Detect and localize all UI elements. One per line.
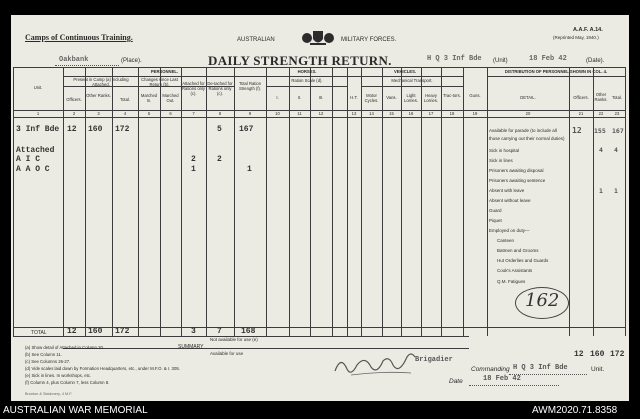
printer-imprint: Brunton & Stationery, 4 M.F.	[25, 392, 73, 396]
aic-attached: 2	[191, 155, 196, 164]
signature-unit: H Q 3 Inf Bde	[513, 364, 568, 372]
col-number: 5	[147, 111, 151, 116]
total-attached: 3	[191, 327, 196, 336]
total-officers: 12	[67, 327, 77, 336]
col-number: 15	[389, 111, 394, 116]
distribution-group-header: DISTRIBUTION OF PERSONNEL SHOWN IN COL. 4.	[504, 69, 608, 74]
footnote: (e) Sick in lines. In workshops, etc.	[25, 373, 92, 378]
available-officers: 12	[572, 126, 582, 135]
col-horse-scale-2: II.	[297, 95, 302, 100]
col-d-total-header: Total.	[611, 95, 622, 100]
aic-detached: 2	[217, 155, 222, 164]
place-value: Oakbank	[59, 56, 89, 64]
detail-item: those carrying out their normal duties)	[489, 136, 565, 141]
col-number: 6	[169, 111, 172, 116]
main-unit: 3 Inf Bde	[16, 125, 60, 134]
form-title: DAILY STRENGTH RETURN.	[208, 53, 392, 68]
col-tractors-header: Trac-tors.	[443, 93, 461, 98]
col-total-header: Total.	[119, 97, 130, 102]
col-marched-out-header: Marched Out.	[162, 93, 179, 103]
mechanical-transport-header: Mechanical Transport.	[391, 78, 433, 83]
hospital-other-ranks: 4	[599, 146, 603, 154]
detail-item: Prisoners awaiting disposal	[489, 168, 544, 173]
archive-caption-right: AWM2020.71.8358	[532, 405, 618, 416]
col-ration-strength-header: Total Ration Strength (f).	[238, 81, 262, 91]
col-detail-header: DETAIL.	[520, 95, 536, 100]
main-ration-strength: 167	[239, 125, 254, 134]
strength-return-form	[11, 15, 629, 401]
detail-item: Batmen and Grooms	[497, 248, 539, 253]
signature-unit-label: Unit.	[591, 366, 605, 373]
detail-item: Available for parade (to include all	[489, 128, 557, 133]
detail-item: Hut Orderlies and Guards	[497, 258, 549, 263]
signature-date: 18 Feb 42	[483, 375, 521, 383]
signature-date-label: Date	[449, 378, 463, 385]
detail-item: Q.M. Fatigues	[497, 279, 526, 284]
leave-other-ranks: 1	[599, 187, 603, 195]
detail-item: Piquet	[489, 218, 502, 223]
hospital-total: 4	[614, 146, 618, 154]
col-vans-header: Vans.	[386, 95, 397, 100]
detail-item: Canteen	[497, 238, 515, 243]
main-other-ranks: 160	[88, 125, 103, 134]
detail-item: Absent with leave	[489, 188, 525, 193]
col-unit-header: Unit.	[33, 85, 43, 90]
detail-item: Guard	[489, 208, 502, 213]
leave-total: 1	[614, 187, 618, 195]
signature-rank: Brigadier	[415, 356, 453, 364]
detail-item: Cook's Assistants	[497, 268, 533, 273]
total-d-officers: 12	[574, 350, 584, 359]
col-number: 14	[369, 111, 374, 116]
col-number: 21	[578, 111, 584, 116]
archive-caption-left: AUSTRALIAN WAR MEMORIAL	[3, 405, 148, 416]
col-number: 2	[72, 111, 76, 116]
col-number: 1	[36, 111, 40, 116]
main-total: 172	[115, 125, 130, 134]
footnote: (d) Vide scales laid down by Formation Headquarters, etc., under M.F.O. & I. 305.	[25, 366, 180, 371]
detail-item: Prisoners awaiting sentence	[489, 178, 546, 183]
col-number: 18	[449, 111, 455, 116]
footnote: (a) Show detail of Attached in Column 20.	[25, 345, 105, 350]
col-number: 19	[472, 111, 478, 116]
place-label: (Place).	[121, 58, 142, 64]
col-number: 13	[351, 111, 357, 116]
unit-value: H Q 3 Inf Bde	[427, 55, 482, 63]
col-number: 7	[192, 111, 195, 116]
aaoc-unit: A A O C	[16, 165, 50, 174]
col-number: 3	[97, 111, 100, 116]
summary-not-available: Not available for use (e)	[210, 337, 258, 342]
col-changes-header: Changes since Last Return (b).	[141, 77, 178, 87]
unit-label: (Unit)	[493, 58, 508, 64]
summary-available: Available for use	[210, 351, 244, 356]
col-d-other-ranks-header: Other Ranks.	[594, 92, 608, 102]
col-number: 8	[218, 111, 222, 116]
col-attached-rations-header: Attached for Rations only (c).	[181, 81, 206, 96]
detail-item: Employed on duty—	[489, 228, 530, 233]
reprinted-note: (Reprinted May, 1940.)	[553, 35, 599, 40]
footnote: (b) See Column 11.	[25, 352, 62, 357]
col-number: 4	[123, 111, 127, 116]
col-other-ranks-header: Other Ranks.	[86, 93, 111, 98]
commanding-label: Commanding	[471, 366, 510, 373]
col-present-header: Present in Camp (a) including Attached.	[73, 77, 129, 87]
col-number: 23	[614, 111, 620, 116]
col-ht-header: H.T.	[350, 95, 358, 100]
col-number: 16	[408, 111, 414, 116]
circled-value: 162	[525, 290, 560, 311]
available-other-ranks: 155	[594, 127, 606, 135]
ration-scale-header: Ration Scale (d).	[291, 78, 323, 83]
total-detached: 7	[217, 327, 222, 336]
form-number: A.A.F. A.14.	[573, 27, 603, 33]
org-left: AUSTRALIAN	[237, 37, 275, 43]
total-d-total: 172	[610, 350, 625, 359]
detail-item: Sick in hospital	[489, 148, 520, 153]
col-light-lorries-header: Light Lorries.	[404, 93, 418, 103]
camp-heading: Camps of Continuous Training.	[25, 33, 133, 42]
aaoc-attached: 1	[191, 165, 196, 174]
total-ration-strength: 168	[241, 327, 256, 336]
total-label: TOTAL	[31, 330, 47, 336]
col-number: 22	[598, 111, 604, 116]
detail-item: Absent without leave	[489, 198, 531, 203]
attached-heading: Attached	[16, 146, 55, 155]
col-number: 11	[297, 111, 302, 116]
col-horse-scale-1: I.	[276, 95, 279, 100]
date-value: 18 Feb 42	[529, 55, 567, 63]
aic-unit: A I C	[16, 155, 41, 164]
col-heavy-lorries-header: Heavy Lorries.	[424, 93, 438, 103]
col-d-officers-header: Officers.	[573, 95, 589, 100]
summary-label: SUMMARY	[178, 344, 204, 350]
aaoc-ration: 1	[247, 165, 252, 174]
horses-group-header: HORSES.	[297, 69, 317, 74]
total-total: 172	[115, 327, 130, 336]
col-number: 20	[525, 111, 531, 116]
detail-item: Sick in lines	[489, 158, 513, 163]
col-number: 10	[275, 111, 280, 116]
col-officers-header: Officers.	[66, 97, 82, 102]
date-label: (Date).	[586, 58, 605, 64]
col-motor-cycles-header: Motor Cycles.	[364, 93, 379, 103]
personnel-group-header: PERSONNEL.	[150, 69, 179, 74]
available-total: 167	[612, 127, 624, 135]
footnote: (c) See Columns 26-27.	[25, 359, 71, 364]
total-d-other-ranks: 160	[590, 350, 605, 359]
col-marched-in-header: Marched In.	[140, 93, 158, 103]
col-number: 9	[248, 111, 252, 116]
col-detached-rations-header: De-tached for Rations only (c).	[207, 81, 233, 96]
col-horse-scale-3: III.	[318, 95, 324, 100]
total-other-ranks: 160	[88, 327, 103, 336]
col-number: 12	[318, 111, 324, 116]
col-guns-header: Guns.	[469, 93, 481, 98]
vehicles-group-header: VEHICLES.	[393, 69, 417, 74]
footnote: (f) Column 4, plus Column 7, less Column 8.	[25, 380, 110, 385]
coat-of-arms-emblem	[301, 28, 335, 53]
main-detached: 5	[217, 125, 222, 134]
col-number: 17	[428, 111, 434, 116]
main-officers: 12	[67, 125, 77, 134]
org-right: MILITARY FORCES.	[341, 37, 397, 43]
